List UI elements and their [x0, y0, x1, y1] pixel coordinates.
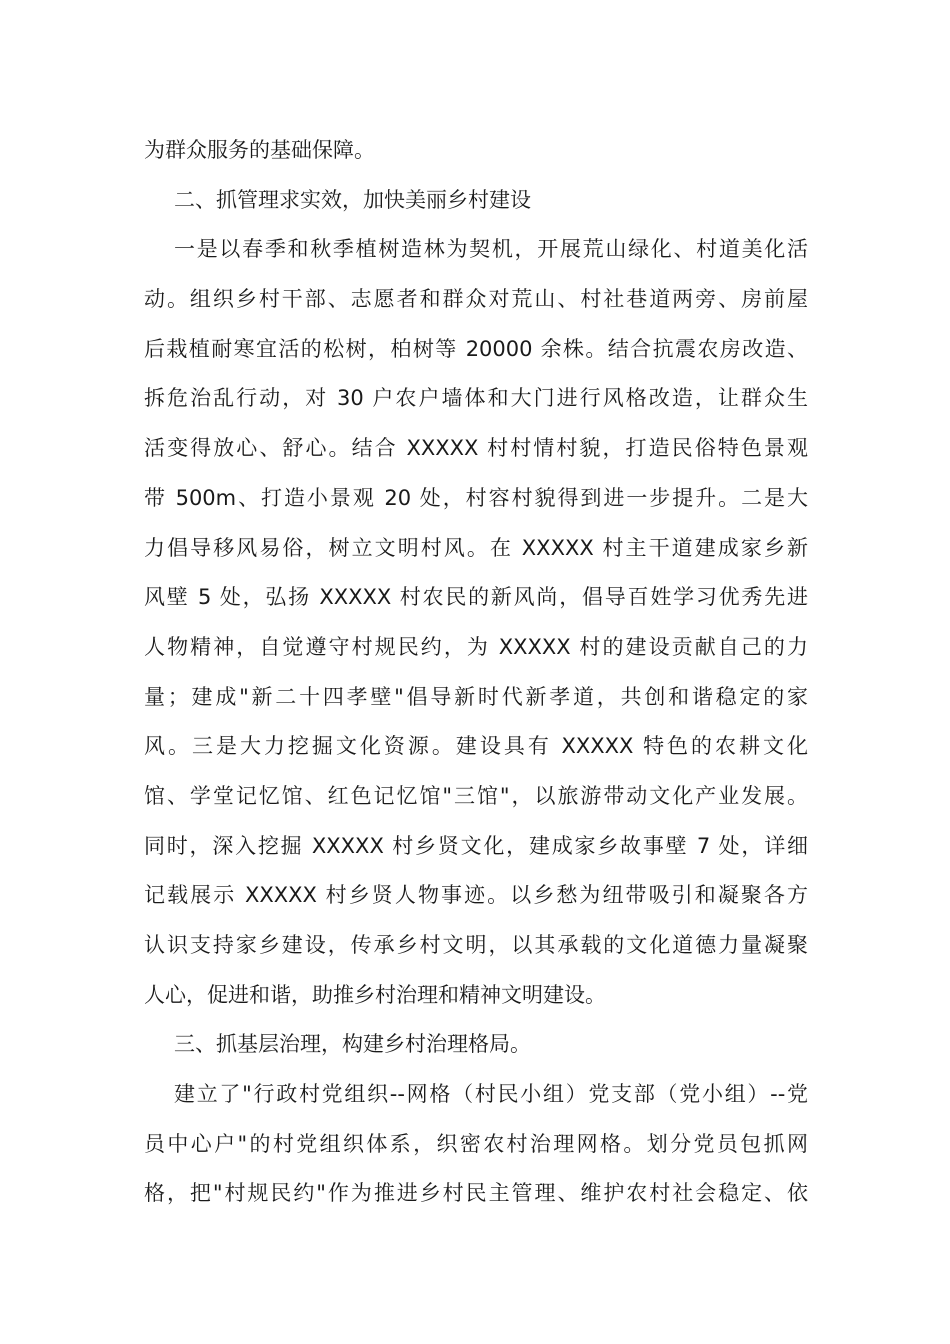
text-line: 人物精神，自觉遵守村规民约，为 XXXXX 村的建设贡献自己的力 [144, 634, 808, 659]
text-line: 活变得放心、舒心。结合 XXXXX 村村情村貌，打造民俗特色景观 [144, 436, 808, 461]
text-line: 格，把"村规民约"作为推进乡村民主管理、维护农村社会稳定、依 [144, 1181, 808, 1206]
text-line: 带 500m、打造小景观 20 处，村容村貌得到进一步提升。二是大 [144, 485, 808, 510]
text-line: 认识支持家乡建设，传承乡村文明，以其承载的文化道德力量凝聚 [144, 933, 808, 957]
text-line: 为群众服务的基础保障。 [144, 138, 375, 162]
text-line: 力倡导移风易俗，树立文明村风。在 XXXXX 村主干道建成家乡新 [144, 535, 808, 560]
text-line: 拆危治乱行动，对 30 户农户墙体和大门进行风格改造，让群众生 [144, 386, 808, 411]
text-line: 量；建成"新二十四孝壁"倡导新时代新孝道，共创和谐稳定的家 [144, 684, 808, 709]
body-text [144, 126, 808, 1219]
text-line: 人心，促进和谐，助推乡村治理和精神文明建设。 [144, 982, 606, 1007]
text-line: 员中心户"的村党组织体系，织密农村治理网格。划分党员包抓网 [144, 1131, 808, 1156]
text-line: 馆、学堂记忆馆、红色记忆馆"三馆"，以旅游带动文化产业发展。 [144, 783, 808, 808]
text-line: 后栽植耐寒宜活的松树，柏树等 20000 余株。结合抗震农房改造、 [144, 336, 808, 361]
text-line: 建立了"行政村党组织--网格（村民小组）党支部（党小组）--党 [174, 1082, 808, 1107]
text-line: 风壁 5 处，弘扬 XXXXX 村农民的新风尚，倡导百姓学习优秀先进 [144, 585, 808, 610]
text-line: 一是以春季和秋季植树造林为契机，开展荒山绿化、村道美化活 [174, 237, 808, 262]
text-line: 风。三是大力挖掘文化资源。建设具有 XXXXX 特色的农耕文化 [144, 734, 808, 759]
text-line: 同时，深入挖掘 XXXXX 村乡贤文化，建成家乡故事壁 7 处，详细 [144, 833, 808, 858]
text-line: 二、抓管理求实效，加快美丽乡村建设 [174, 187, 531, 212]
text-line: 动。组织乡村干部、志愿者和群众对荒山、村社巷道两旁、房前屋 [144, 287, 808, 312]
text-line: 三、抓基层治理，构建乡村治理格局。 [174, 1032, 531, 1057]
text-line: 记载展示 XXXXX 村乡贤人物事迹。以乡愁为纽带吸引和凝聚各方 [144, 883, 808, 908]
